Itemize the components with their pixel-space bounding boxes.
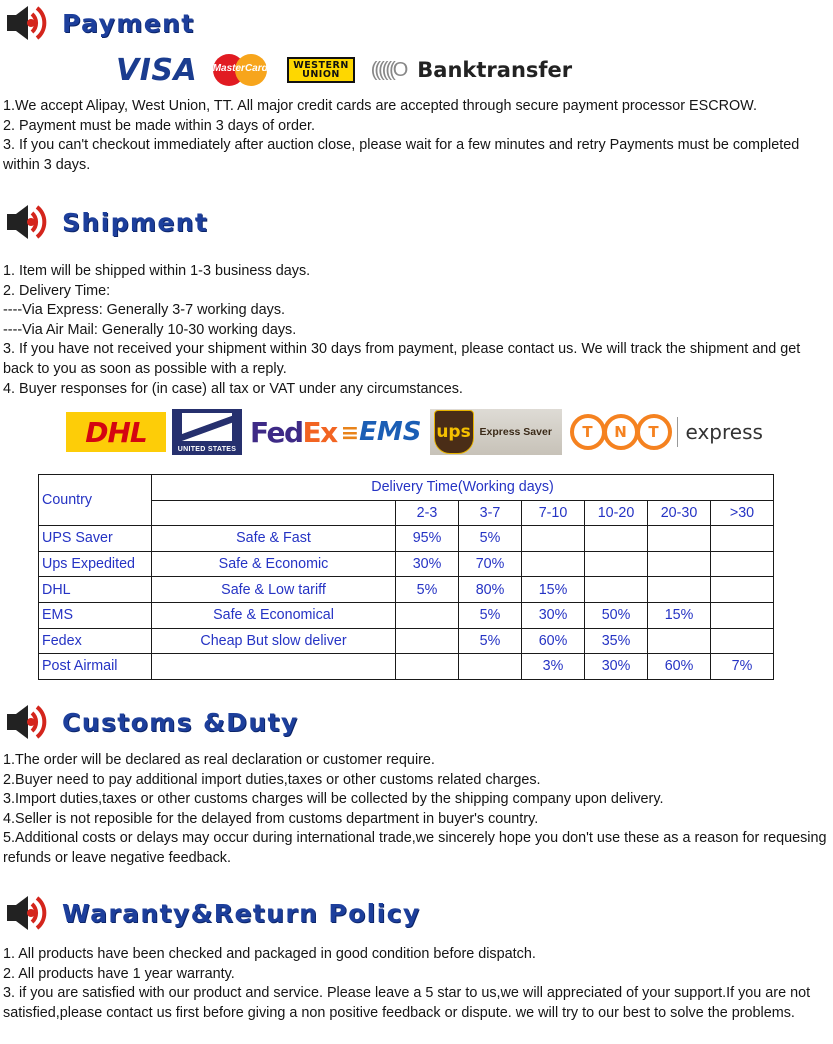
- range-header: 3-7: [459, 500, 522, 526]
- customs-title: Customs &Duty: [62, 707, 299, 737]
- speaker-icon: [6, 893, 52, 933]
- country-cell: UPS Saver: [39, 526, 152, 552]
- tnt-letter: N: [603, 414, 639, 450]
- percentage-cell: [396, 654, 459, 680]
- tnt-express-label: express: [685, 420, 763, 444]
- shipment-text: [3, 262, 829, 399]
- payment-line: 2. Payment must be made within 3 days of order.: [3, 117, 315, 134]
- usps-logo: [172, 409, 242, 455]
- percentage-cell: 30%: [522, 602, 585, 628]
- percentage-cell: [711, 577, 774, 603]
- payment-title: Payment: [62, 8, 195, 38]
- percentage-cell: [459, 654, 522, 680]
- description-cell: [152, 654, 396, 680]
- country-cell: Fedex: [39, 628, 152, 654]
- description-cell: Cheap But slow deliver: [152, 628, 396, 654]
- percentage-cell: 30%: [396, 551, 459, 577]
- shipment-line: 2. Delivery Time:: [3, 282, 111, 299]
- fedex-fed: Fed: [250, 415, 303, 449]
- percentage-cell: 15%: [522, 577, 585, 603]
- ups-shield-icon: [434, 410, 474, 454]
- percentage-cell: [711, 551, 774, 577]
- percentage-cell: 5%: [396, 577, 459, 603]
- percentage-cell: [396, 602, 459, 628]
- percentage-cell: [648, 628, 711, 654]
- shipment-line: 1. Item will be shipped within 1-3 business days.: [3, 263, 311, 279]
- customs-line: 3.Import duties,taxes or other customs charges will be collected by the shipping company upon delivery.: [3, 791, 664, 808]
- customs-line: 1.The order will be declared as real declaration or customer require.: [3, 752, 435, 768]
- table-row: [39, 577, 774, 603]
- country-cell: Ups Expedited: [39, 551, 152, 577]
- table-row: [39, 526, 774, 552]
- warranty-line: 1. All products have been checked and packaged in good condition before dispatch.: [3, 946, 536, 962]
- country-cell: Post Airmail: [39, 654, 152, 680]
- payment-line: 3. If you can't checkout immediately after auction close, please wait for a few minutes and retry Payments must be completed within 3 days.: [3, 137, 800, 173]
- country-header: Country: [39, 475, 152, 526]
- percentage-cell: [648, 551, 711, 577]
- description-cell: Safe & Economical: [152, 602, 396, 628]
- percentage-cell: 5%: [459, 602, 522, 628]
- country-cell: DHL: [39, 577, 152, 603]
- ups-logo: [430, 409, 562, 455]
- percentage-cell: 5%: [459, 628, 522, 654]
- range-header: 10-20: [585, 500, 648, 526]
- payment-text: [3, 97, 829, 175]
- customs-line: 4.Seller is not reposible for the delayed from customs department in buyer's country.: [3, 810, 539, 827]
- percentage-cell: 50%: [585, 602, 648, 628]
- percentage-cell: 30%: [585, 654, 648, 680]
- mastercard-label: MasterCard: [212, 63, 268, 74]
- percentage-cell: [585, 577, 648, 603]
- dhl-label: DHL: [85, 415, 147, 449]
- percentage-cell: [585, 551, 648, 577]
- percentage-cell: 60%: [648, 654, 711, 680]
- eagle-icon: [182, 413, 232, 441]
- mastercard-logo: [211, 53, 269, 87]
- percentage-cell: 70%: [459, 551, 522, 577]
- shipment-line: 4. Buyer responses for (in case) all tax or VAT under any circumstances.: [3, 380, 463, 397]
- percentage-cell: 60%: [522, 628, 585, 654]
- warranty-header: [6, 893, 421, 933]
- tnt-letter: T: [570, 414, 606, 450]
- percentage-cell: [522, 551, 585, 577]
- warranty-title: Waranty&Return Policy: [62, 898, 421, 928]
- contactless-icon: ((((((O: [370, 58, 406, 81]
- bank-transfer-logo: Banktransfer: [417, 58, 573, 82]
- ups-service-label: Express Saver: [479, 426, 552, 438]
- shipment-line: ----Via Express: Generally 3-7 working days.: [3, 302, 286, 319]
- range-header: >30: [711, 500, 774, 526]
- payment-logos: [116, 52, 572, 88]
- shipment-line: ----Via Air Mail: Generally 10-30 working days.: [3, 321, 297, 338]
- shipment-header: [6, 202, 208, 242]
- percentage-cell: 80%: [459, 577, 522, 603]
- usps-label: UNITED STATES: [177, 446, 237, 453]
- western-union-line2: UNION: [302, 69, 340, 80]
- percentage-cell: 3%: [522, 654, 585, 680]
- shipment-title: Shipment: [62, 207, 209, 237]
- table-row: [39, 654, 774, 680]
- speaker-icon: [6, 702, 52, 742]
- dhl-logo: [66, 412, 166, 452]
- blank-header-cell: [152, 500, 396, 526]
- percentage-cell: [711, 602, 774, 628]
- percentage-cell: 7%: [711, 654, 774, 680]
- ups-label: ups: [436, 422, 471, 442]
- customs-line: 2.Buyer need to pay additional import duties,taxes or other customs related charges.: [3, 771, 541, 788]
- carrier-logos: [66, 408, 763, 456]
- percentage-cell: [711, 628, 774, 654]
- warranty-line: 2. All products have 1 year warranty.: [3, 965, 235, 982]
- percentage-cell: [711, 526, 774, 552]
- range-header: 20-30: [648, 500, 711, 526]
- speaker-icon: [6, 202, 52, 242]
- country-cell: EMS: [39, 602, 152, 628]
- percentage-cell: 95%: [396, 526, 459, 552]
- speed-lines-icon: ≡: [340, 421, 360, 446]
- payment-header: [6, 3, 195, 43]
- percentage-cell: [522, 526, 585, 552]
- divider: [677, 417, 678, 447]
- customs-line: 5.Additional costs or delays may occur during international trade,we sincerely hope you don't use these as a reason for requesing refunds or leave negative feedback.: [3, 830, 827, 866]
- tnt-logo: [570, 414, 669, 450]
- ems-label: EMS: [359, 417, 422, 447]
- description-cell: Safe & Low tariff: [152, 577, 396, 603]
- payment-line: 1.We accept Alipay, West Union, TT. All major credit cards are accepted through secure payment processor ESCROW.: [3, 98, 757, 114]
- percentage-cell: [396, 628, 459, 654]
- percentage-cell: 35%: [585, 628, 648, 654]
- fedex-ex: Ex: [302, 415, 337, 449]
- shipment-line: 3. If you have not received your shipment within 30 days from payment, please contact us. We will track the shipment and get back to you as soon as possible with a reply.: [3, 341, 801, 377]
- warranty-text: [3, 945, 829, 1023]
- description-cell: Safe & Economic: [152, 551, 396, 577]
- customs-header: [6, 702, 299, 742]
- description-cell: Safe & Fast: [152, 526, 396, 552]
- table-row: [39, 628, 774, 654]
- warranty-line: 3. if you are satisfied with our product and service. Please leave a 5 star to us,we will appreciated of your support.If you are not satisfied,please contact us first before giving a non positive feedback or dispute. we will try to our best to solve the problems.: [3, 985, 811, 1021]
- percentage-cell: [648, 526, 711, 552]
- table-row: [39, 551, 774, 577]
- visa-logo: VISA: [116, 52, 198, 88]
- fedex-logo: [250, 416, 337, 449]
- speaker-icon: [6, 3, 52, 43]
- western-union-logo: [287, 57, 355, 83]
- percentage-cell: 5%: [459, 526, 522, 552]
- percentage-cell: [648, 577, 711, 603]
- percentage-cell: 15%: [648, 602, 711, 628]
- customs-text: [3, 751, 829, 869]
- table-row: [39, 602, 774, 628]
- delivery-time-table: [38, 474, 774, 680]
- tnt-letter: T: [636, 414, 672, 450]
- range-header: 2-3: [396, 500, 459, 526]
- range-header: 7-10: [522, 500, 585, 526]
- ems-logo: [341, 417, 422, 447]
- western-union-line1: WESTERN: [293, 59, 349, 71]
- table-header-row: [39, 475, 774, 501]
- percentage-cell: [585, 526, 648, 552]
- delivery-time-header: Delivery Time(Working days): [152, 475, 774, 501]
- table-body: [39, 526, 774, 680]
